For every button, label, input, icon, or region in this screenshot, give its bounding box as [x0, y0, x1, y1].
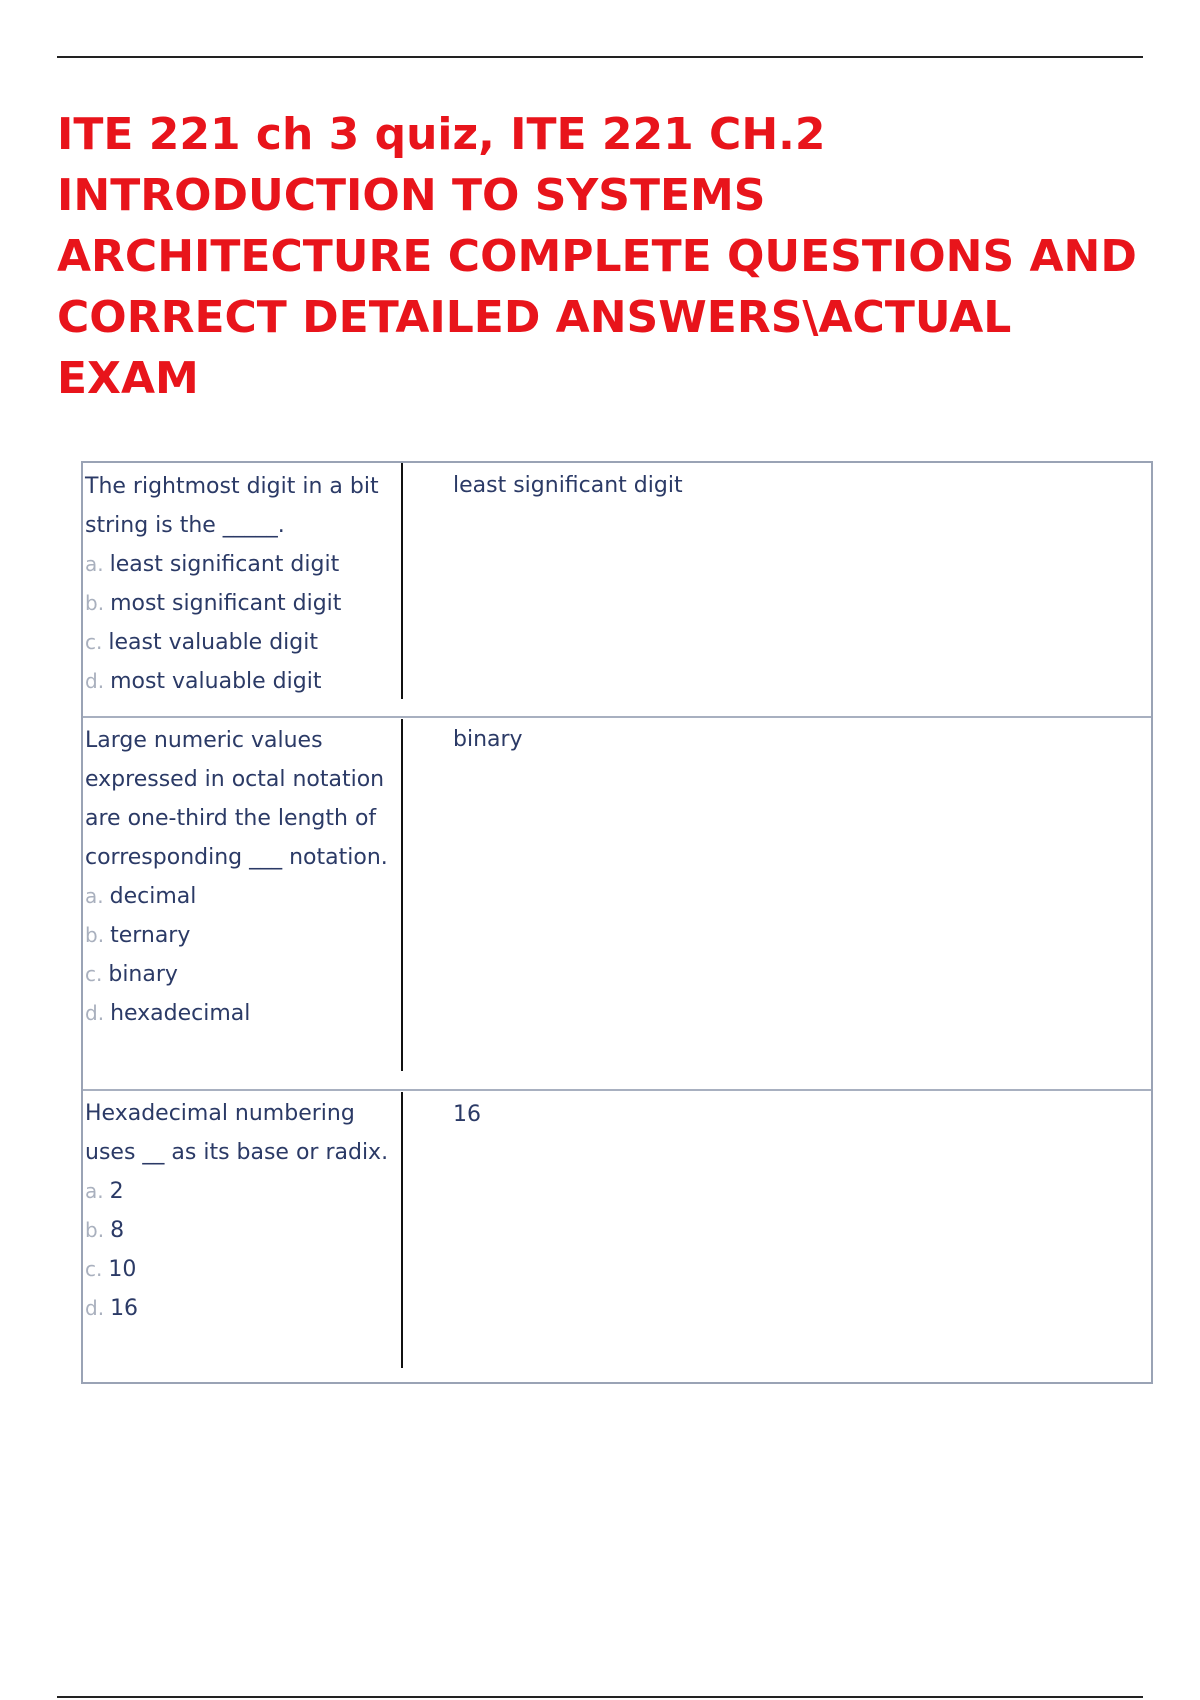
- question-cell: [85, 1092, 403, 1368]
- option-letter: c.: [85, 962, 103, 986]
- option-item: [85, 916, 401, 955]
- option-item: [85, 545, 401, 584]
- bottom-rule: [57, 1696, 1143, 1698]
- option-letter: a.: [85, 884, 104, 908]
- option-letter: c.: [85, 1257, 103, 1281]
- option-letter: b.: [85, 1218, 105, 1242]
- option-item: [85, 584, 401, 623]
- option-letter: c.: [85, 630, 103, 654]
- option-text: 16: [110, 1296, 139, 1321]
- option-text: 8: [110, 1218, 125, 1243]
- option-text: ternary: [110, 923, 191, 948]
- option-text: decimal: [109, 884, 197, 909]
- qa-table: [81, 461, 1153, 1384]
- row-divider: [83, 1089, 1151, 1091]
- question-cell: [85, 463, 403, 699]
- top-rule: [57, 56, 1143, 58]
- answer-cell: binary: [453, 727, 523, 752]
- option-text: hexadecimal: [110, 1001, 251, 1026]
- question-text: The rightmost digit in a bit string is the _____.: [85, 474, 379, 538]
- question-text: Hexadecimal numbering uses __ as its base or radix.: [85, 1101, 389, 1165]
- answer-cell: 16: [453, 1102, 481, 1127]
- option-letter: d.: [85, 1001, 105, 1025]
- option-text: least valuable digit: [108, 630, 318, 655]
- answer-cell: least significant digit: [453, 473, 683, 498]
- option-item: [85, 955, 401, 994]
- option-letter: a.: [85, 1179, 104, 1203]
- option-item: [85, 1289, 401, 1328]
- question-text: Large numeric values expressed in octal notation are one-third the length of corresponding ___ notation.: [85, 728, 388, 870]
- option-letter: b.: [85, 591, 105, 615]
- option-text: least significant digit: [109, 552, 340, 577]
- option-item: [85, 877, 401, 916]
- option-item: [85, 1172, 401, 1211]
- option-text: most valuable digit: [110, 669, 322, 694]
- option-letter: b.: [85, 923, 105, 947]
- table-row: [83, 463, 1151, 717]
- option-item: [85, 994, 401, 1033]
- option-letter: d.: [85, 669, 105, 693]
- option-item: [85, 1211, 401, 1250]
- table-row: [83, 1092, 1151, 1382]
- option-letter: a.: [85, 552, 104, 576]
- table-row: [83, 719, 1151, 1089]
- option-letter: d.: [85, 1296, 105, 1320]
- option-item: [85, 623, 401, 662]
- option-text: most significant digit: [110, 591, 342, 616]
- option-text: binary: [108, 962, 178, 987]
- document-title: ITE 221 ch 3 quiz, ITE 221 CH.2 INTRODUCTION TO SYSTEMS ARCHITECTURE COMPLETE QUESTIONS AND CORRECT DETAILED ANSWERS\ACTUAL EXAM: [57, 109, 1137, 404]
- option-item: [85, 1250, 401, 1289]
- option-text: 2: [109, 1179, 124, 1204]
- question-cell: [85, 719, 403, 1071]
- option-text: 10: [108, 1257, 137, 1282]
- row-divider: [83, 716, 1151, 718]
- option-item: [85, 662, 401, 701]
